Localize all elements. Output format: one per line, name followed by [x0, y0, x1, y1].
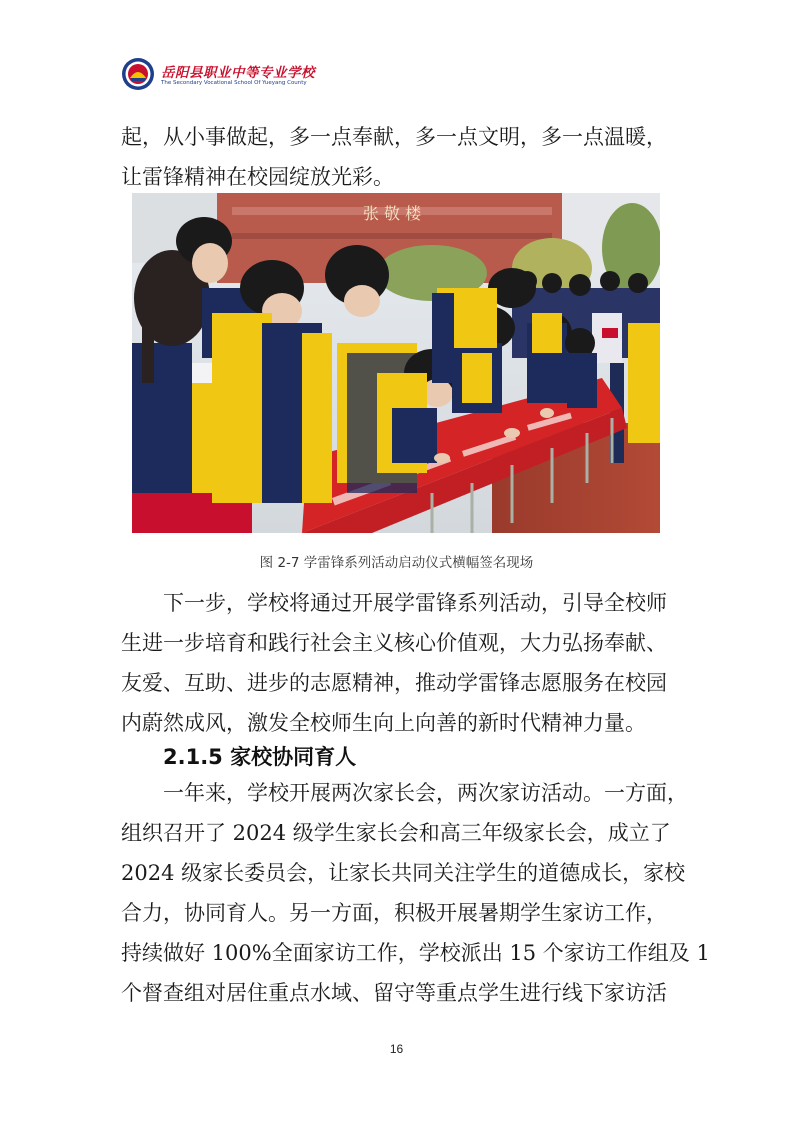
next-step-paragraph	[121, 583, 673, 743]
text-line: 生进一步培育和践行社会主义核心价值观，大力弘扬奉献、	[121, 631, 667, 655]
intro-paragraph	[121, 117, 673, 197]
figure-caption: 图 2-7 学雷锋系列活动启动仪式横幅签名现场	[259, 555, 534, 571]
school-name-en: The Secondary Vocational School Of Yueyang County	[161, 80, 307, 86]
school-logo-header	[121, 55, 341, 97]
activity-photo	[132, 193, 660, 533]
banner-signing-photo	[132, 193, 660, 533]
school-name-cn: 岳阳县职业中等专业学校	[161, 65, 315, 81]
page-number: 16	[389, 1042, 404, 1056]
text-line: 组织召开了 2024 级学生家长会和高三年级家长会，成立了	[121, 821, 671, 845]
text-line: 一年来，学校开展两次家长会，两次家访活动。一方面，	[163, 781, 688, 805]
text-line: 合力，协同育人。另一方面，积极开展暑期学生家访工作，	[121, 901, 667, 925]
building-sign: 张 敬 楼	[362, 204, 422, 223]
text-line: 2024 级家长委员会，让家长共同关注学生的道德成长，家校	[121, 861, 686, 885]
text-line: 下一步，学校将通过开展学雷锋系列活动，引导全校师	[163, 591, 667, 615]
text-line: 内蔚然成风，激发全校师生向上向善的新时代精神力量。	[121, 711, 646, 735]
section-heading: 2.1.5 家校协同育人	[163, 745, 357, 769]
section-paragraph	[121, 773, 710, 1013]
text-line: 友爱、互助、进步的志愿精神，推动学雷锋志愿服务在校园	[121, 671, 667, 695]
text-line: 让雷锋精神在校园绽放光彩。	[121, 165, 394, 189]
school-emblem-icon	[121, 57, 155, 91]
text-line: 个督查组对居住重点水域、留守等重点学生进行线下家访活	[121, 981, 667, 1005]
text-line: 持续做好 100%全面家访工作，学校派出 15 个家访工作组及 1	[121, 941, 710, 965]
text-line: 起，从小事做起，多一点奉献，多一点文明，多一点温暖，	[121, 125, 667, 149]
